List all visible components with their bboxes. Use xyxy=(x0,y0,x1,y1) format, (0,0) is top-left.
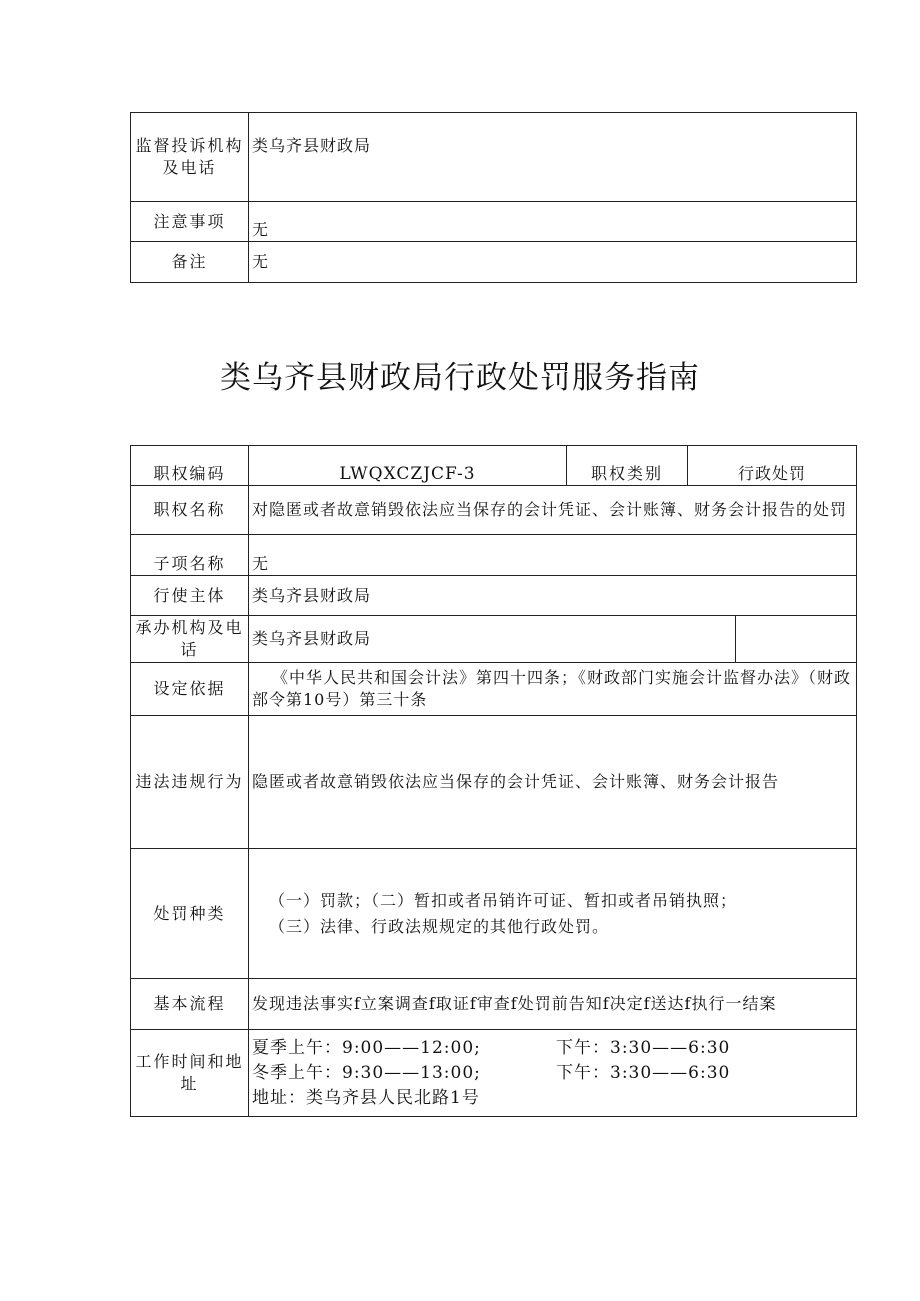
winter-am: 冬季上午：9:30——13:00; xyxy=(252,1062,481,1083)
basis-value: 《中华人民共和国会计法》第四十四条；《财政部门实施会计监督办法》（财政部令第10号）第三十条 xyxy=(249,663,857,716)
category-label: 职权类别 xyxy=(567,446,688,486)
process-label: 基本流程 xyxy=(131,979,249,1030)
page-title: 类乌齐县财政局行政处罚服务指南 xyxy=(220,360,700,396)
penalty-line-1: （一）罚款；（二）暂扣或者吊销许可证、暂扣或者吊销执照； xyxy=(269,890,738,910)
hours-label: 工作时间和地址 xyxy=(131,1030,249,1117)
subitem-value: 无 xyxy=(249,535,857,576)
winter-pm: 下午：3:30——6:30 xyxy=(556,1062,731,1083)
service-guide-table xyxy=(130,445,857,1117)
agency-label: 承办机构及电话 xyxy=(131,616,249,663)
supervision-table xyxy=(130,112,857,283)
subject-label: 行使主体 xyxy=(131,576,249,616)
supervision-label: 监督投诉机构及电话 xyxy=(131,113,249,202)
violation-value: 隐匿或者故意销毁依法应当保存的会计凭证、会计账簿、财务会计报告 xyxy=(249,716,857,849)
summer-hours xyxy=(252,1036,853,1061)
summer-am: 夏季上午：9:00——12:00; xyxy=(252,1037,481,1058)
basis-label: 设定依据 xyxy=(131,663,249,716)
winter-hours xyxy=(252,1061,853,1086)
subitem-label: 子项名称 xyxy=(131,535,249,576)
penalty-value xyxy=(249,849,857,979)
process-value: 发现违法事实f立案调查f取证f审查f处罚前告知f决定f送达f执行一结案 xyxy=(249,979,857,1030)
summer-pm: 下午：3:30——6:30 xyxy=(556,1037,731,1058)
agency-value: 类乌齐县财政局 xyxy=(249,616,736,663)
supervision-value: 类乌齐县财政局 xyxy=(249,113,857,202)
name-label: 职权名称 xyxy=(131,486,249,535)
remarks-value: 无 xyxy=(249,242,857,283)
subject-value: 类乌齐县财政局 xyxy=(249,576,857,616)
hours-value xyxy=(249,1030,857,1117)
category-value: 行政处罚 xyxy=(688,446,857,486)
agency-phone xyxy=(736,616,857,663)
penalty-line-2: （三）法律、行政法规规定的其他行政处罚。 xyxy=(269,916,610,936)
remarks-label: 备注 xyxy=(131,242,249,283)
violation-label: 违法违规行为 xyxy=(131,716,249,849)
notes-value: 无 xyxy=(249,202,857,242)
code-label: 职权编码 xyxy=(131,446,249,486)
name-value: 对隐匿或者故意销毁依法应当保存的会计凭证、会计账簿、财务会计报告的处罚 xyxy=(249,486,857,535)
code-value: LWQXCZJCF-3 xyxy=(249,446,567,486)
address: 地址：类乌齐县人民北路1号 xyxy=(252,1087,480,1108)
penalty-label: 处罚种类 xyxy=(131,849,249,979)
notes-label: 注意事项 xyxy=(131,202,249,242)
